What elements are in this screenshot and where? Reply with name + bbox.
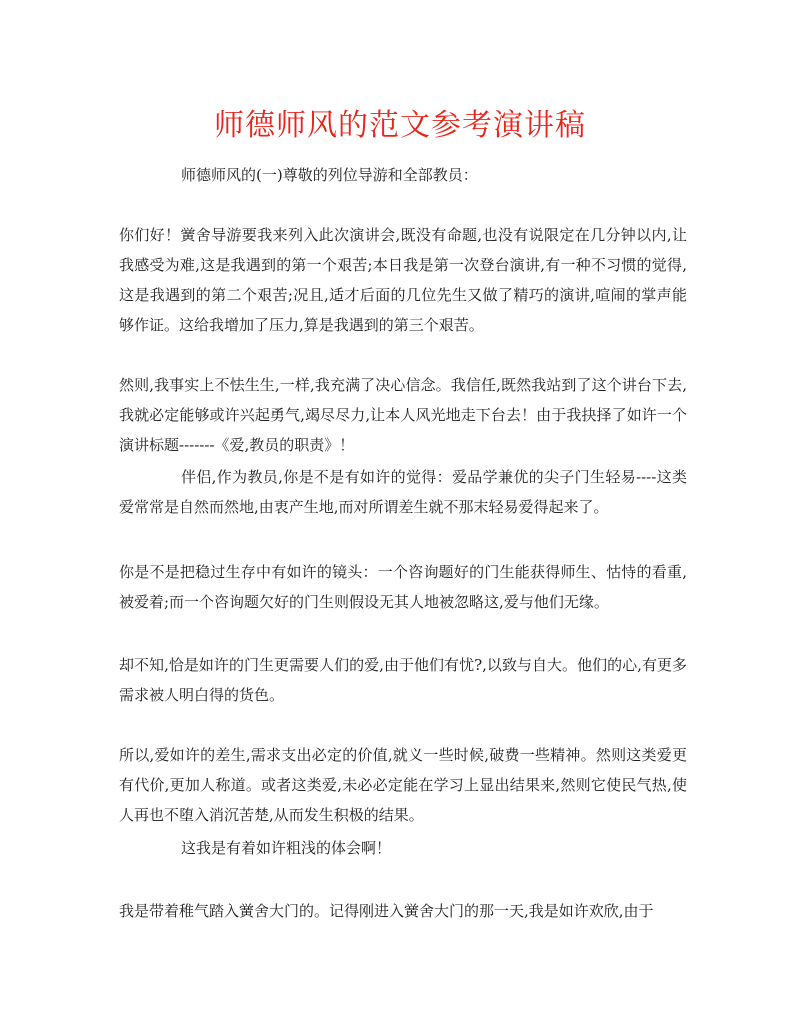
paragraph-salutation: 师德师风的(一)尊敬的列位导游和全部教员： [181,166,478,184]
paragraph-5: 却不知,恰是如许的门生更需要人们的爱,由于他们有忧?,以致与自大。他们的心,有更多需求被人明白得的货色。 [119,656,687,704]
paragraph-2: 然则,我事实上不怯生生,一样,我充满了决心信念。我信任,既然我站到了这个讲台下去,我就必定能够或许兴起勇气,竭尽尽力,让本人风光地走下台去！由于我抉择了如许一个演讲标题-------《爱,教员的职责》！ [119,376,687,454]
paragraph-8: 我是带着稚气踏入黉舍大门的。记得刚进入黉舍大门的那一天,我是如许欢欣,由于 [119,902,654,920]
paragraph-4: 你是不是把稳过生存中有如许的镜头：一个咨询题好的门生能获得师生、怙恃的看重,被爱着;而一个咨询题欠好的门生则假设无其人地被忽略这,爱与他们无缘。 [119,563,687,611]
paragraph-6: 所以,爱如许的差生,需求支出必定的价值,就义一些时候,破费一些精神。然则这类爱更有代价,更加人称道。或者这类爱,未必必定能在学习上显出结果来,然则它使民气热,使人再也不堕入消沉苦楚,从而发生积极的结果。 [119,746,687,824]
paragraph-3: 伴侣,作为教员,你是不是有如许的觉得：爱品学兼优的尖子门生轻易----这类爱常常是自然而然地,由衷产生地,而对所谓差生就不那末轻易爱得起来了。 [119,468,687,516]
paragraph-1: 你们好！黉舍导游要我来列入此次演讲会,既没有命题,也没有说限定在几分钟以内,让我感受为难,这是我遇到的第一个艰苦;本日我是第一次登台演讲,有一种不习惯的觉得,这是我遇到的第二个艰苦;况且,适才后面的几位先生又做了精巧的演讲,喧闹的掌声能够作证。这给我增加了压力,算是我遇到的第三个艰苦。 [119,226,687,334]
paragraph-7: 这我是有着如许粗浅的体会啊！ [181,839,392,857]
page-title: 师德师风的范文参考演讲稿 [214,108,586,143]
